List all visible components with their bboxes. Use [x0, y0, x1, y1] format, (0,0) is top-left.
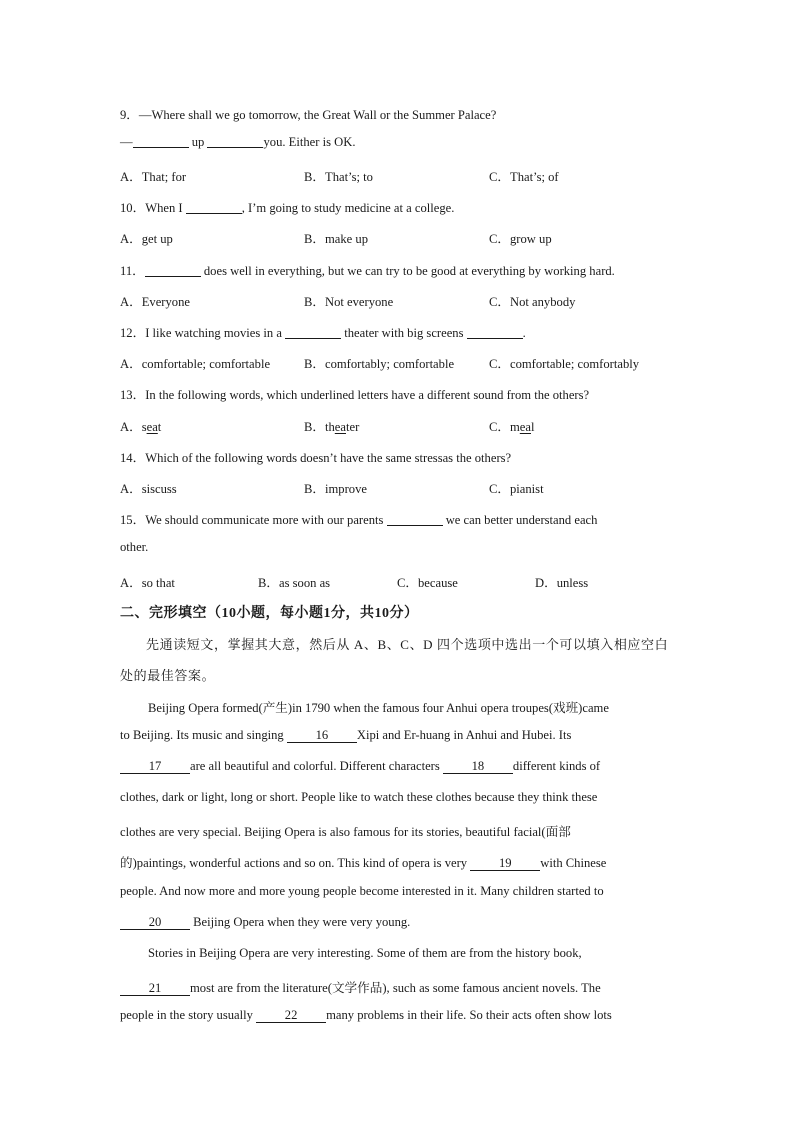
option-a[interactable]: A．get up — [120, 232, 173, 246]
option-b[interactable]: B．That’s; to — [304, 170, 373, 184]
question-15-stem-continued: other. — [120, 540, 149, 554]
option-c[interactable]: C．grow up — [489, 232, 552, 246]
option-c[interactable]: C．Not anybody — [489, 295, 576, 309]
answer-blank[interactable] — [467, 326, 523, 339]
passage-line: Beijing Opera formed(产生)in 1790 when the famous four Anhui opera troupes(戏班)came — [148, 701, 609, 715]
option-c[interactable]: C．pianist — [489, 482, 544, 496]
answer-blank[interactable] — [207, 135, 263, 148]
answer-blank[interactable] — [133, 135, 189, 148]
question-14-stem: 14．Which of the following words doesn’t have the same stressas the others? — [120, 451, 512, 465]
option-b[interactable]: B．as soon as — [258, 576, 331, 590]
option-a[interactable]: A．comfortable; comfortable — [120, 357, 271, 371]
passage-line: clothes, dark or light, long or short. People like to watch these clothes because they think these — [120, 790, 598, 804]
cloze-blank-16[interactable]: 16 — [287, 728, 357, 743]
option-a[interactable]: A．siscuss — [120, 482, 177, 496]
cloze-blank-21[interactable]: 21 — [120, 981, 190, 996]
answer-blank[interactable] — [387, 513, 443, 526]
question-13-stem: 13．In the following words, which underlined letters have a different sound from the others? — [120, 388, 590, 402]
question-12-stem: 12．I like watching movies in a theater with big screens . — [120, 326, 526, 340]
underlined-letters: ea — [519, 420, 531, 434]
underlined-letters: ea — [146, 420, 158, 434]
cloze-blank-17[interactable]: 17 — [120, 759, 190, 774]
option-a[interactable]: A．so that — [120, 576, 175, 590]
instructions-continued: 处的最佳答案。 — [120, 668, 216, 683]
option-b[interactable]: B．improve — [304, 482, 367, 496]
option-a[interactable]: A．That; for — [120, 170, 187, 184]
option-b[interactable]: B．comfortably; comfortable — [304, 357, 455, 371]
cloze-blank-22[interactable]: 22 — [256, 1008, 326, 1023]
question-11-stem: 11． does well in everything, but we can try to be good at everything by working hard. — [120, 264, 615, 278]
answer-blank[interactable] — [186, 201, 242, 214]
option-a[interactable]: A．seat — [120, 420, 162, 434]
passage-line: Stories in Beijing Opera are very interesting. Some of them are from the history book, — [148, 946, 582, 960]
option-b[interactable]: B．make up — [304, 232, 369, 246]
passage-line: 20 Beijing Opera when they were very young. — [120, 915, 410, 930]
instructions: 先通读短文，掌握其大意，然后从 A、B、C、D 四个选项中选出一个可以填入相应空白 — [146, 637, 669, 652]
option-c[interactable]: C．comfortable; comfortably — [489, 357, 640, 371]
option-c[interactable]: C．meal — [489, 420, 535, 434]
cloze-blank-20[interactable]: 20 — [120, 915, 190, 930]
passage-line: 17 are all beautiful and colorful. Different characters 18 different kinds of — [120, 759, 600, 774]
answer-blank[interactable] — [145, 264, 201, 277]
passage-line: clothes are very special. Beijing Opera is also famous for its stories, beautiful facial(面部 — [120, 825, 571, 839]
option-c[interactable]: C．That’s; of — [489, 170, 559, 184]
question-9-stem: 9．—Where shall we go tomorrow, the Great Wall or the Summer Palace? — [120, 108, 497, 122]
option-c[interactable]: C．because — [397, 576, 458, 590]
question-15-stem: 15．We should communicate more with our parents we can better understand each — [120, 513, 598, 527]
option-b[interactable]: B．theater — [304, 420, 360, 434]
option-b[interactable]: B．Not everyone — [304, 295, 394, 309]
passage-line: 21 most are from the literature(文学作品), such as some famous ancient novels. The — [120, 977, 601, 996]
answer-blank[interactable] — [285, 326, 341, 339]
cloze-blank-18[interactable]: 18 — [443, 759, 513, 774]
cloze-blank-19[interactable]: 19 — [470, 856, 540, 871]
passage-line: 的)paintings, wonderful actions and so on. This kind of opera is very 19 with Chinese — [120, 856, 607, 870]
passage-line: people in the story usually 22 many problems in their life. So their acts often show lots — [120, 1008, 612, 1022]
option-d[interactable]: D．unless — [535, 576, 589, 590]
section-heading: 二、完形填空（10小题，每小题1分，共10分） — [120, 606, 419, 621]
passage-line: to Beijing. Its music and singing 16 Xipi and Er-huang in Anhui and Hubei. Its — [120, 728, 572, 742]
underlined-letters: ea — [334, 420, 346, 434]
question-10-stem: 10．When I , I’m going to study medicine at a college. — [120, 201, 455, 215]
option-a[interactable]: A．Everyone — [120, 295, 190, 309]
question-9-dialogue-reply: — up you. Either is OK. — [120, 135, 356, 149]
passage-line: people. And now more and more young people become interested in it. Many children started to — [120, 884, 604, 898]
